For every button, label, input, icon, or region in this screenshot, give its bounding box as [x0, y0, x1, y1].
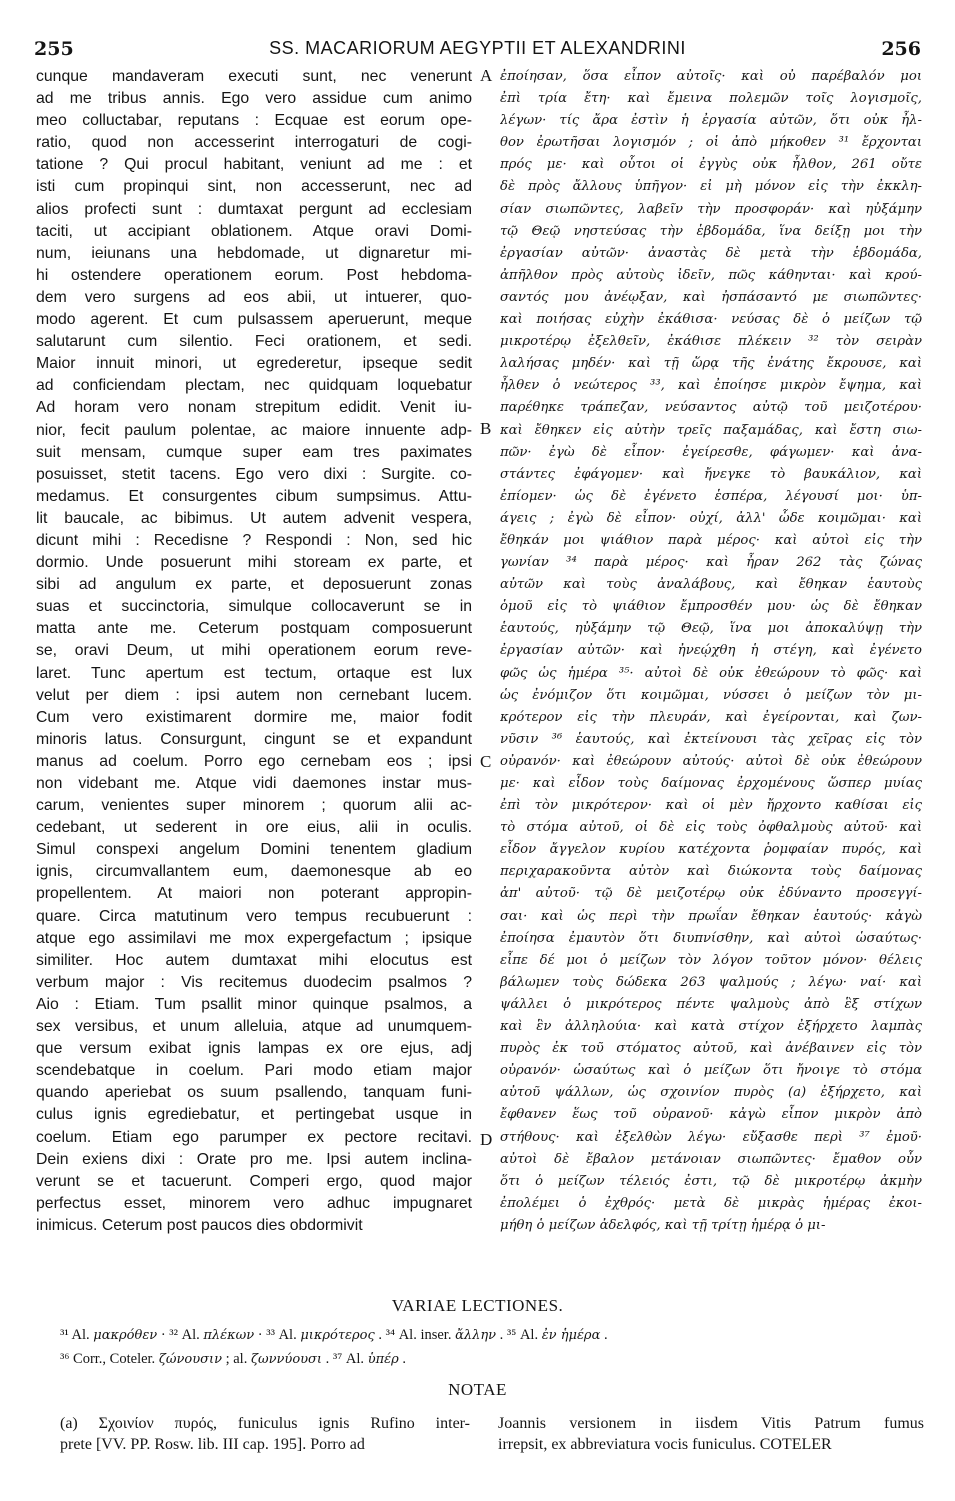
greek-text-line: μικροτέρῳ ἐξελθεῖν, ἐκάθισε πλέκειν ³² τὸν σειρὰν — [500, 334, 922, 350]
latin-text-line: que versum exibat ignis lampas ex ore ejus, adj — [36, 1040, 472, 1058]
greek-text-line: ἐργασίαν αὐτῶν· καὶ ἠνεῴχθη ἡ στέγη, καὶ ἐγένετο — [500, 643, 922, 659]
latin-text-column — [36, 66, 472, 1237]
note-line: irrepsit, ex abbreviatura vocis funiculus. COTELER — [498, 1436, 832, 1453]
greek-text-line: ὡς ἐνόμιζον ὅτι κοιμῶμαι, νύσσει ὁ μείζων τὸν μι- — [500, 687, 922, 703]
variant-greek: μικρότερος — [300, 1328, 375, 1343]
latin-text-line: carum, venientes super minorem ; quorum alii ac- — [36, 797, 472, 815]
latin-text-line: non videbant me. Atque vidi daemones instar mus- — [36, 775, 472, 792]
variant-greek: πλέκων — [203, 1328, 255, 1343]
latin-text-line: sex versibus, et unum alleluia, atque ad unumquem- — [36, 1018, 472, 1036]
greek-text-line: πρός με· καὶ οὗτοι οἱ ἐγγὺς οὐκ ἦλθον, 261 οὔτε — [500, 157, 922, 173]
variant-greek: ζώνουσιν — [158, 1352, 222, 1367]
variant-ref: . ³⁵ Al. — [499, 1327, 539, 1343]
greek-text-line: αὐτοῦ ψάλλων, ὡς σχοινίον πυρὸς (a) ἐξήρχετο, καὶ — [500, 1085, 922, 1101]
greek-text-line: τῷ Θεῷ νηστεύσας τὴν ἑβδομάδα, ἵνα δείξῃ μοι τὴν — [500, 223, 922, 239]
greek-text-line: εἶπε δέ μοι ὁ μείζων τὸν λόγον τοῦτον μόνον· θέλεις — [500, 952, 922, 968]
latin-text-line: Cum vero existimarent dormire me, maior fodit — [36, 708, 472, 726]
note-line: (a) Σχοινίον πυρός, funiculus ignis Rufino inter- — [60, 1415, 470, 1432]
latin-text-line: suit mensam, cumque super eam tres paximates — [36, 443, 472, 461]
latin-text-line: propellentem. At maiori non poterant appropin- — [36, 885, 472, 903]
page-number-left: 255 — [34, 38, 74, 60]
latin-text-line: salutarunt cum silentio. Feci orationem, et sedi. — [36, 333, 472, 351]
greek-text-line: καὶ ποιήσας εὐχὴν ἐκάθισα· νεύσας δὲ ὁ μείζων τῷ — [500, 312, 922, 328]
greek-text-line: ἀπ' αὐτοῦ· τῷ δὲ μειζοτέρῳ οὐκ ἐδύναντο προσεγγί- — [500, 886, 922, 902]
latin-text-line: scendebatque in coelum. Pari modo etiam major — [36, 1062, 472, 1080]
latin-text-line: inimicus. Ceterum post paucos dies obdormivit — [36, 1216, 363, 1234]
latin-text-line: meo colluctabar, reputans : Ecquae est eorum ope- — [36, 112, 472, 130]
latin-text-line: ad conficiendam plectam, nec quidquam loquebatur — [36, 377, 472, 395]
running-header — [30, 38, 925, 60]
greek-text-line: ἐπίομεν· ὡς δὲ ἐγένετο ἑσπέρα, λέγουσί μοι· ὑπ- — [500, 488, 922, 504]
variant-ref: . — [603, 1327, 608, 1343]
note-line: prete [VV. PP. Rosw. lib. III cap. 195]. Porro ad — [60, 1436, 365, 1453]
greek-text-line: άγεις ; ἐγὼ δὲ εἶπον· οὐχί, ἀλλ' ὧδε κοιμῶμαι· καὶ — [500, 510, 922, 526]
greek-text-column — [500, 66, 922, 1237]
greek-text-line: ἐπὶ τὸν μικρότερον· καὶ οἱ μὲν ἤρχοντο καθίσαι εἰς — [500, 798, 922, 814]
variant-greek: ἄλλην — [455, 1328, 497, 1343]
variant-ref: . ³⁷ Al. — [325, 1351, 365, 1367]
latin-text-line: perfectus esset, minorem vero adhuc impugnaret — [36, 1194, 472, 1212]
latin-text-line: dormio. Unde posuerunt mihi stoream ex parte, et — [36, 554, 472, 572]
greek-text-line: καὶ ἓν ἀλληλούια· καὶ κατὰ στίχον ἐξήρχετο λαμπὰς — [500, 1019, 922, 1035]
latin-text-line: hi ostendere operationem eorum. Post hebdoma- — [36, 266, 472, 284]
variant-ref: . — [402, 1351, 407, 1367]
variant-readings-line-1 — [60, 1327, 920, 1344]
variant-ref: ³⁶ Corr., Coteler. — [60, 1351, 156, 1367]
greek-text-line: νῦσιν ³⁶ ἑαυτούς, καὶ ἐκτείνουσι τὰς χεῖρας εἰς τὸν — [500, 731, 922, 747]
variant-readings-line-2 — [60, 1351, 920, 1368]
latin-text-line: culus ignis egrediebatur, et pertingebat usque in — [36, 1106, 472, 1124]
greek-text-line: βάλωμεν τοὺς δώδεκα 263 ψαλμούς ; λέγω· ναί· καὶ — [500, 974, 922, 990]
latin-text-line: verunt se et tacuerunt. Comperi ergo, quod major — [36, 1172, 472, 1190]
latin-text-line: ignis, circumvallantem eum, daemonesque ab eo — [36, 863, 472, 881]
greek-text-line: ὁμοῦ εἰς τὸ ψιάθιον ἔμπροσθέν μου· ὡς δὲ ἔθηκαν — [500, 599, 922, 615]
greek-text-line: δὲ πρὸς ἄλλους ὑπῆγον· εἰ μὴ μόνον εἰς τὴν ἐκκλη- — [500, 179, 922, 195]
latin-text-line: suas et succinctoria, simulque collocaverunt se in — [36, 598, 472, 616]
greek-text-line: φῶς ὡς ἡμέρα ³⁵· αὐτοὶ δὲ οὐκ ἐθεώρουν τὸ φῶς· καὶ — [500, 665, 922, 681]
latin-text-line: Aio : Etiam. Tum psallit minor quinque psalmos, a — [36, 995, 472, 1013]
greek-text-line: πῶν· ἐγὼ δὲ εἶπον· ἐγείρεσθε, φάγωμεν· καὶ ἀνα- — [500, 444, 922, 460]
greek-text-line: σίαν σιωπῶντες, λαβεῖν τὴν προσφοράν· καὶ ηὐξάμην — [500, 201, 922, 217]
latin-text-line: medamus. Et consurgentes cibum sumpsimus. Attu- — [36, 487, 472, 505]
greek-text-line: τὸ στόμα αὐτοῦ, οἱ δὲ εἰς τοὺς ὀφθαλμοὺς αὐτοῦ· καὶ — [500, 820, 922, 836]
greek-text-line: γωνίαν ³⁴ παρὰ μέρος· καὶ ἦραν 262 τὰς ζώνας — [500, 555, 922, 571]
greek-text-line: σαντός μου ἀνέῳξαν, καὶ ἠσπάσαντό με σιωπῶντες· — [500, 289, 922, 305]
greek-text-line: εἶδον ἄγγελον κυρίου κατέχοντα ῥομφαίαν πυρός, καὶ — [500, 842, 922, 858]
variant-ref: · ³³ Al. — [257, 1327, 297, 1343]
latin-text-line: quando aperiebat os suum psallendo, tanquam funi- — [36, 1084, 472, 1102]
greek-text-line: μήθη ὁ μείζων ἀδελφός, καὶ τῇ τρίτῃ ἡμέρᾳ ὁ μι- — [500, 1217, 826, 1233]
latin-text-line: quare. Circa matutinum vero tempus recubuerunt : — [36, 907, 472, 925]
greek-text-line: ἐργασίαν αὐτῶν· ἀναστὰς δὲ μετὰ τὴν ἑβδομάδα, — [500, 245, 922, 261]
greek-text-line: κρότερον εἰς τὴν πλευράν, καὶ ἐγείρονται, καὶ ζων- — [500, 709, 922, 725]
section-marker-c: C — [480, 752, 492, 771]
latin-text-line: alios profecti sunt : dumtaxat pergunt ad ecclesiam — [36, 200, 472, 218]
greek-text-line: ἀπῆλθον πρὸς αὐτοὺς ἰδεῖν, πῶς κάθηνται· καὶ κρού- — [500, 267, 922, 283]
latin-text-line: lit baucale, ac bibimus. Ut autem advenit vespera, — [36, 509, 472, 527]
latin-text-line: manus ad coelum. Porro ego cernebam eos ; ipsi — [36, 752, 472, 770]
greek-text-line: ἑαυτούς, ηὐξάμην τῷ Θεῷ, ἵνα μοι ἀποκαλύψῃ τὴν — [500, 621, 922, 637]
latin-text-line: matta ante me. Ceterum postquam composuerunt — [36, 620, 472, 638]
greek-text-line: ἐπολέμει ὁ ἐχθρός· μετὰ δὲ μικρὰς ἡμέρας ἐκοι- — [500, 1195, 922, 1211]
latin-text-line: minoris latus. Consurgunt, cingunt se et expandunt — [36, 730, 472, 748]
latin-text-line: dem vero surgens ad eos abii, ut intuerer, quo- — [36, 288, 472, 306]
latin-text-line: modo agerent. Et cum pulsassem aperuerunt, meque — [36, 311, 472, 329]
latin-text-line: laret. Tunc apertum est tectum, ortaque est lux — [36, 664, 472, 682]
latin-text-line: posuisset, stetit tacens. Ego vero dixi : Surgite. co- — [36, 465, 472, 483]
greek-text-line: παρέθηκε τράπεζαν, νεύσαντος αὐτῷ τοῦ μειζοτέρου· — [500, 400, 922, 416]
greek-text-line: ἦλθεν ὁ νεώτερος ³³, καὶ ἐποίησε μικρὸν ἔψημα, καὶ — [500, 378, 922, 394]
greek-text-line: ψάλλει ὁ μικρότερος πέντε ψαλμοὺς ἀπὸ ἓξ στίχων — [500, 996, 922, 1012]
notae-title: NOTAE — [448, 1380, 507, 1399]
greek-text-line: με· καὶ εἶδον τοὺς δαίμονας ἐρχομένους ὥσπερ μυίας — [500, 776, 922, 791]
greek-text-line: λέγων· τίς ἄρα ἐστὶν ἡ ἐργασία αὐτῶν, ὅτι οὐκ ἦλ- — [500, 113, 922, 129]
section-marker-d: D — [480, 1130, 493, 1149]
running-title: SS. MACARIORUM AEGYPTII ET ALEXANDRINI — [269, 38, 686, 58]
greek-text-line: ἔθηκάν μοι ψιάθιον παρὰ μέρος· καὶ αὐτοὶ εἰς τὴν — [500, 532, 922, 548]
latin-text-line: Simul conspexi angelum Domini tenentem gladium — [36, 841, 472, 859]
latin-text-line: cedebant, ut sederent in ore eius, alii in oculis. — [36, 819, 472, 837]
greek-text-line: περιχαρακοῦντα αὐτὸν καὶ διώκοντα τοὺς δαίμονας — [500, 864, 922, 880]
note-right-column — [498, 1413, 924, 1455]
greek-text-line: ὅτι ὁ μείζων τέλειός ἐστι, τῷ δὲ μικροτέρῳ ἀκμὴν — [500, 1173, 922, 1189]
greek-text-line: στάντες ἐφάγομεν· καὶ ἤνεγκε τὸ βαυκάλιον, καὶ — [500, 466, 922, 482]
variant-ref: . ³⁴ Al. inser. — [378, 1327, 452, 1343]
greek-text-line: οὐρανόν· ὡσαύτως καὶ ὁ μείζων ὅτι ἤνοιγε τὸ στόμα — [500, 1063, 922, 1079]
variant-greek: μακρόθεν — [93, 1328, 158, 1343]
variae-lectiones-title: VARIAE LECTIONES. — [391, 1296, 564, 1315]
latin-text-line: Maior innuit minori, ut egrederetur, ipseque sedit — [36, 355, 472, 373]
greek-text-line: ἐποίησαν, ὅσα εἶπον αὐτοῖς· καὶ οὐ παρέβαλόν μοι — [500, 69, 922, 84]
latin-text-line: verbum major : Vis recitemus duodecim psalmos ? — [36, 973, 472, 991]
variant-greek: ζωννύουσι — [250, 1352, 323, 1367]
latin-text-line: velut per diem : ipsi autem non cernebant lucem. — [36, 686, 472, 704]
latin-text-line: tatione ? Qui procul habitant, veniunt ad me : et — [36, 156, 472, 174]
latin-text-line: nior, fecit paulum polentae, ac maiore innuente adp- — [36, 421, 472, 439]
latin-text-line: Dein exiens dixi : Orate pro me. Ipsi autem inclina- — [36, 1150, 472, 1168]
greek-text-line: αὐτοὶ δὲ ἔβαλον μετάνοιαν σιωπῶντες· ἔμαθον οὖν — [500, 1151, 922, 1167]
latin-text-line: ad me tribus annis. Ego vero assidue cum animo — [36, 90, 472, 108]
greek-text-line: θον ἐρωτῆσαι λογισμόν ; οἱ ἀπὸ μήκοθεν ³¹ ἔρχονται — [500, 135, 922, 151]
latin-text-line: ratio, quod non accesserint interrogaturi de cogi- — [36, 134, 472, 152]
variant-ref: ³¹ Al. — [60, 1327, 90, 1343]
greek-text-line: καὶ ἔθηκεν εἰς αὐτὴν τρεῖς παξαμάδας, καὶ ἔστη σιω- — [500, 422, 922, 438]
latin-text-line: atque ego assimilavi me mox expergefactum ; ipsique — [36, 929, 472, 947]
greek-text-line: σαι· καὶ ὡς περὶ τὴν πρωΐαν ἔθηκαν ἑαυτούς· κἀγὼ — [500, 908, 922, 924]
greek-text-line: αὐτῶν καὶ τοὺς ἀναλάβους, καὶ ἔθηκαν ἑαυτοὺς — [500, 577, 922, 593]
latin-text-line: Ad horam vero nonam strepitum edidit. Venit iu- — [36, 399, 472, 417]
greek-text-line: στήθους· καὶ ἐξελθὼν λέγω· εὔξασθε περὶ ³⁷ ἐμοῦ· — [500, 1129, 922, 1145]
latin-text-line: sibi ad angulum ex parte, et deposuerunt zonas — [36, 576, 472, 594]
latin-text-line: cunque mandaveram executi sunt, nec venerunt — [36, 68, 472, 85]
section-marker-b: B — [480, 419, 492, 438]
latin-text-line: taciti, ut accipiant oblationem. Atque oravi Domi- — [36, 222, 472, 240]
latin-text-line: isti cum propinqui sint, non accesserunt, nec ad — [36, 178, 472, 196]
greek-text-line: ἐποίησα ἐμαυτὸν ὅτι διυπνίσθην, καὶ αὐτοὶ ὡσαύτως· — [500, 930, 922, 946]
variant-ref: · ³² Al. — [160, 1327, 200, 1343]
section-marker-a: A — [480, 66, 493, 85]
greek-text-line: λαλήσας μηδέν· καὶ τῇ ὥρᾳ τῆς ἐνάτης ἔκρουσε, καὶ — [500, 356, 922, 372]
greek-text-line: ἐπὶ τρία ἔτη· καὶ ἔμεινα πολεμῶν τοῖς λογισμοῖς, — [500, 91, 922, 107]
greek-text-line: οὐρανόν· καὶ ἐθεώρουν αὐτούς· αὐτοὶ δὲ οὐκ ἐθεώρουν — [500, 753, 922, 769]
greek-text-line: ἔφθανεν ἕως τοῦ οὐρανοῦ· κἀγὼ εἶπον μικρὸν ἀπὸ — [500, 1107, 922, 1123]
page-number-right: 256 — [881, 38, 921, 60]
variant-ref: ; al. — [225, 1351, 248, 1367]
latin-text-line: similiter. Hoc autem dumtaxat mihi elocutus est — [36, 951, 472, 969]
latin-text-line: se, oravi Deum, ut mihi operationem eorum reve- — [36, 642, 472, 660]
greek-text-line: πυρὸς ἐκ τοῦ στόματος αὐτοῦ, καὶ ἀνέβαινεν εἰς τὸν — [500, 1041, 922, 1057]
note-line: Joannis versionem in iisdem Vitis Patrum fumus — [498, 1415, 924, 1432]
latin-text-line: dicunt mihi : Recedisne ? Respondi : Non, sed hic — [36, 531, 472, 549]
variant-greek: ἐν ἡμέρα — [541, 1328, 601, 1343]
note-left-column — [60, 1413, 470, 1455]
variant-greek: ὑπέρ — [367, 1352, 399, 1367]
latin-text-line: coelum. Etiam ego parumper ex pectore recitavi. — [36, 1128, 472, 1146]
latin-text-line: num, ieiunans una hebdomade, ut dignaretur mi- — [36, 244, 472, 262]
